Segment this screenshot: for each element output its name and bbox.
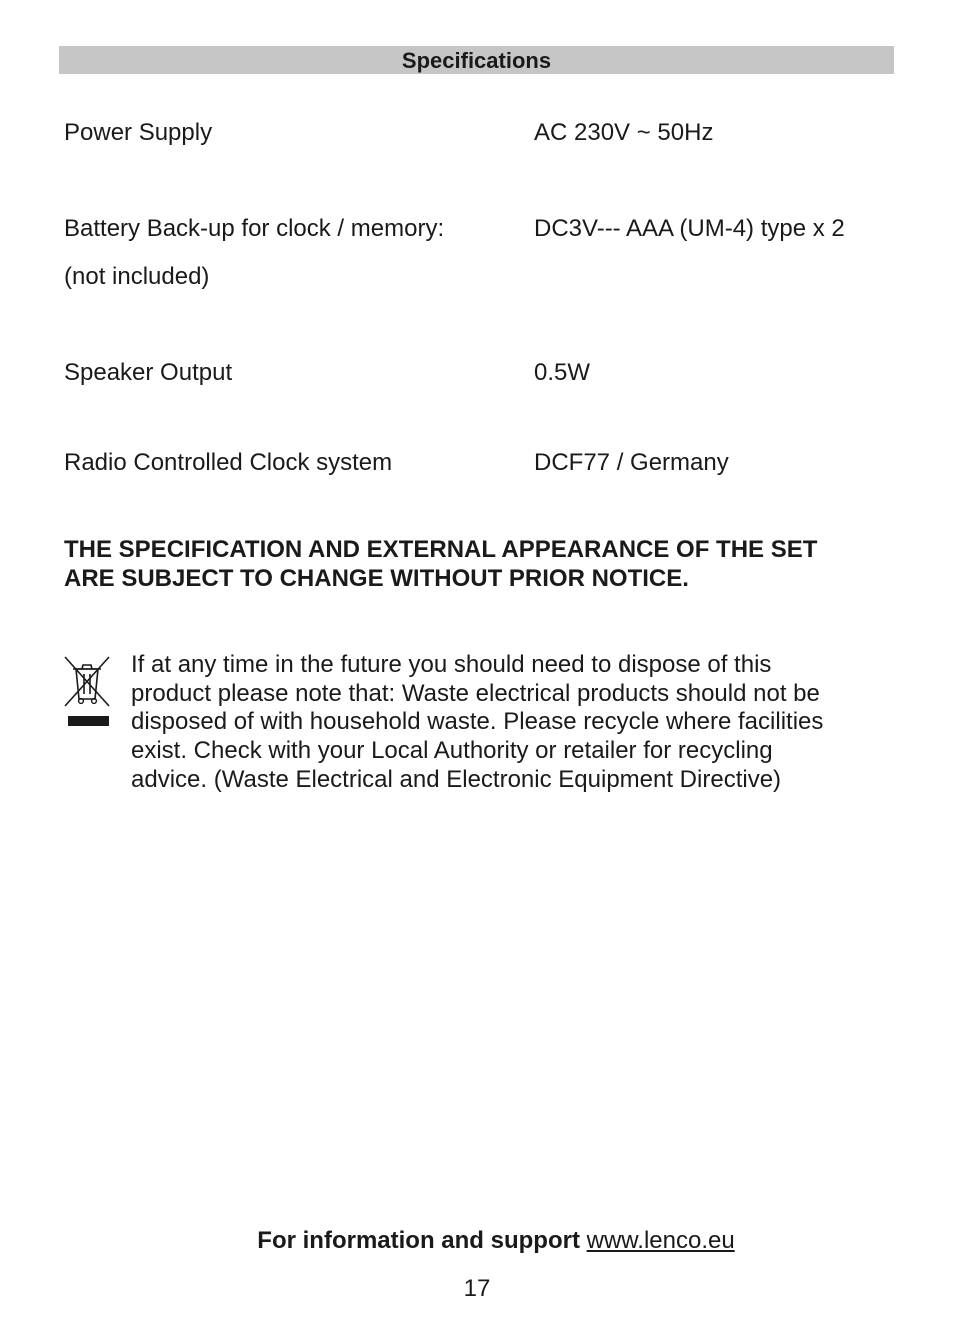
spec-label-speaker-output: Speaker Output (64, 359, 233, 386)
page-title: Specifications (59, 46, 894, 74)
page-number: 17 (463, 1275, 491, 1302)
spec-value-radio-clock: DCF77 / Germany (534, 449, 729, 476)
spec-value-speaker-output: 0.5W (534, 359, 591, 386)
weee-crossed-bin-icon (63, 654, 111, 730)
spec-label-radio-clock: Radio Controlled Clock system (64, 449, 393, 476)
spec-label-battery-backup: Battery Back-up for clock / memory: (64, 215, 445, 242)
spec-label-power-supply: Power Supply (64, 119, 213, 146)
disposal-line-4: exist. Check with your Local Authority or retailer for recycling (131, 737, 773, 765)
spec-value-power-supply: AC 230V ~ 50Hz (534, 119, 714, 146)
support-text: For information and support (257, 1227, 580, 1254)
support-link[interactable]: www.lenco.eu (586, 1227, 735, 1254)
disposal-line-5: advice. (Waste Electrical and Electronic Equipment Directive) (131, 765, 782, 793)
support-footer (0, 1227, 954, 1255)
disposal-notice (131, 651, 891, 795)
disposal-line-2: product please note that: Waste electrical products should not be (131, 679, 820, 707)
change-notice-line-2: ARE SUBJECT TO CHANGE WITHOUT PRIOR NOTICE. (64, 565, 689, 592)
disposal-line-1: If at any time in the future you should need to dispose of this (131, 651, 772, 678)
spec-sublabel-battery-backup: (not included) (64, 263, 210, 290)
change-notice-line-1: THE SPECIFICATION AND EXTERNAL APPEARANCE OF THE SET (64, 536, 818, 563)
change-notice (64, 535, 904, 593)
spec-value-battery-backup: DC3V--- AAA (UM-4) type x 2 (534, 215, 845, 242)
disposal-line-3: disposed of with household waste. Please recycle where facilities (131, 708, 824, 736)
